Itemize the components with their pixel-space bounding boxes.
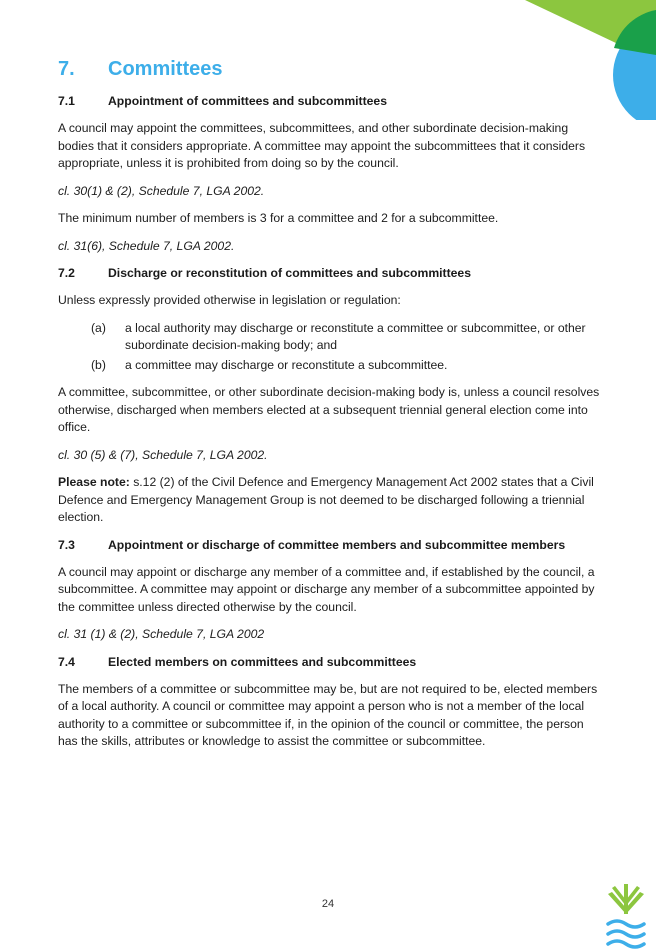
list-item: (a) a local authority may discharge or reconstitute a committee or subcommittee, or other subordinate decision-making body; and: [91, 320, 586, 352]
paragraph: A council may appoint the committees, subcommittees, and other subordinate decision-making bodies that it considers appropriate. A committee may appoint the subcommittees that it considers appropriate, unless it is prohibited from doing so by the council.: [58, 121, 586, 170]
subsection-heading-7-2: 7.2 Discharge or reconstitution of committees and subcommittees: [58, 266, 471, 280]
council-logo-icon: [604, 880, 648, 952]
page-number: 24: [321, 898, 335, 910]
legal-reference: cl. 31(6), Schedule 7, LGA 2002.: [58, 238, 235, 253]
list-item: (b) a committee may discharge or reconstitute a subcommittee.: [91, 357, 448, 372]
subsection-heading-7-4: 7.4 Elected members on committees and subcommittees: [58, 654, 417, 669]
paragraph: A committee, subcommittee, or other subordinate decision-making body is, unless a council resolves otherwise, discharged when members elected at a subsequent triennial general election come into office.: [58, 385, 600, 434]
document-body: [58, 58, 603, 761]
paragraph: The members of a committee or subcommittee may be, but are not required to be, elected members of a local authority. A council or committee may appoint a person who is not a member of the local authority to a committee or subcommittee if, in the opinion of the council or committee, the person has the skills, attributes or knowledge to assist the committee or subcommittee.: [58, 681, 598, 748]
section-heading: [58, 58, 603, 81]
lettered-list: [91, 320, 603, 375]
subsection-heading-7-1: 7.1 Appointment of committees and subcommittees: [58, 94, 387, 108]
section-number: 7.: [58, 58, 75, 80]
legal-reference: cl. 30(1) & (2), Schedule 7, LGA 2002.: [58, 183, 265, 198]
paragraph: A council may appoint or discharge any member of a committee and, if established by the council, a subcommittee. A committee may appoint or discharge any member of a subcommittee appointed by the committee unless directed otherwise by the council.: [58, 564, 595, 614]
legal-reference: cl. 31 (1) & (2), Schedule 7, LGA 2002: [58, 627, 265, 641]
note-paragraph: Please note: s.12 (2) of the Civil Defence and Emergency Management Act 2002 states that a Civil Defence and Emergency Management Group is not deemed to be discharged following a triennial election.: [58, 475, 594, 524]
paragraph: The minimum number of members is 3 for a committee and 2 for a subcommittee.: [58, 211, 499, 225]
legal-reference: cl. 30 (5) & (7), Schedule 7, LGA 2002.: [58, 447, 268, 462]
subsection-heading-7-3: 7.3 Appointment or discharge of committee members and subcommittee members: [58, 537, 566, 552]
note-label: Please note:: [58, 475, 130, 489]
paragraph: Unless expressly provided otherwise in legislation or regulation:: [58, 293, 401, 307]
section-title: Committees: [108, 58, 223, 80]
